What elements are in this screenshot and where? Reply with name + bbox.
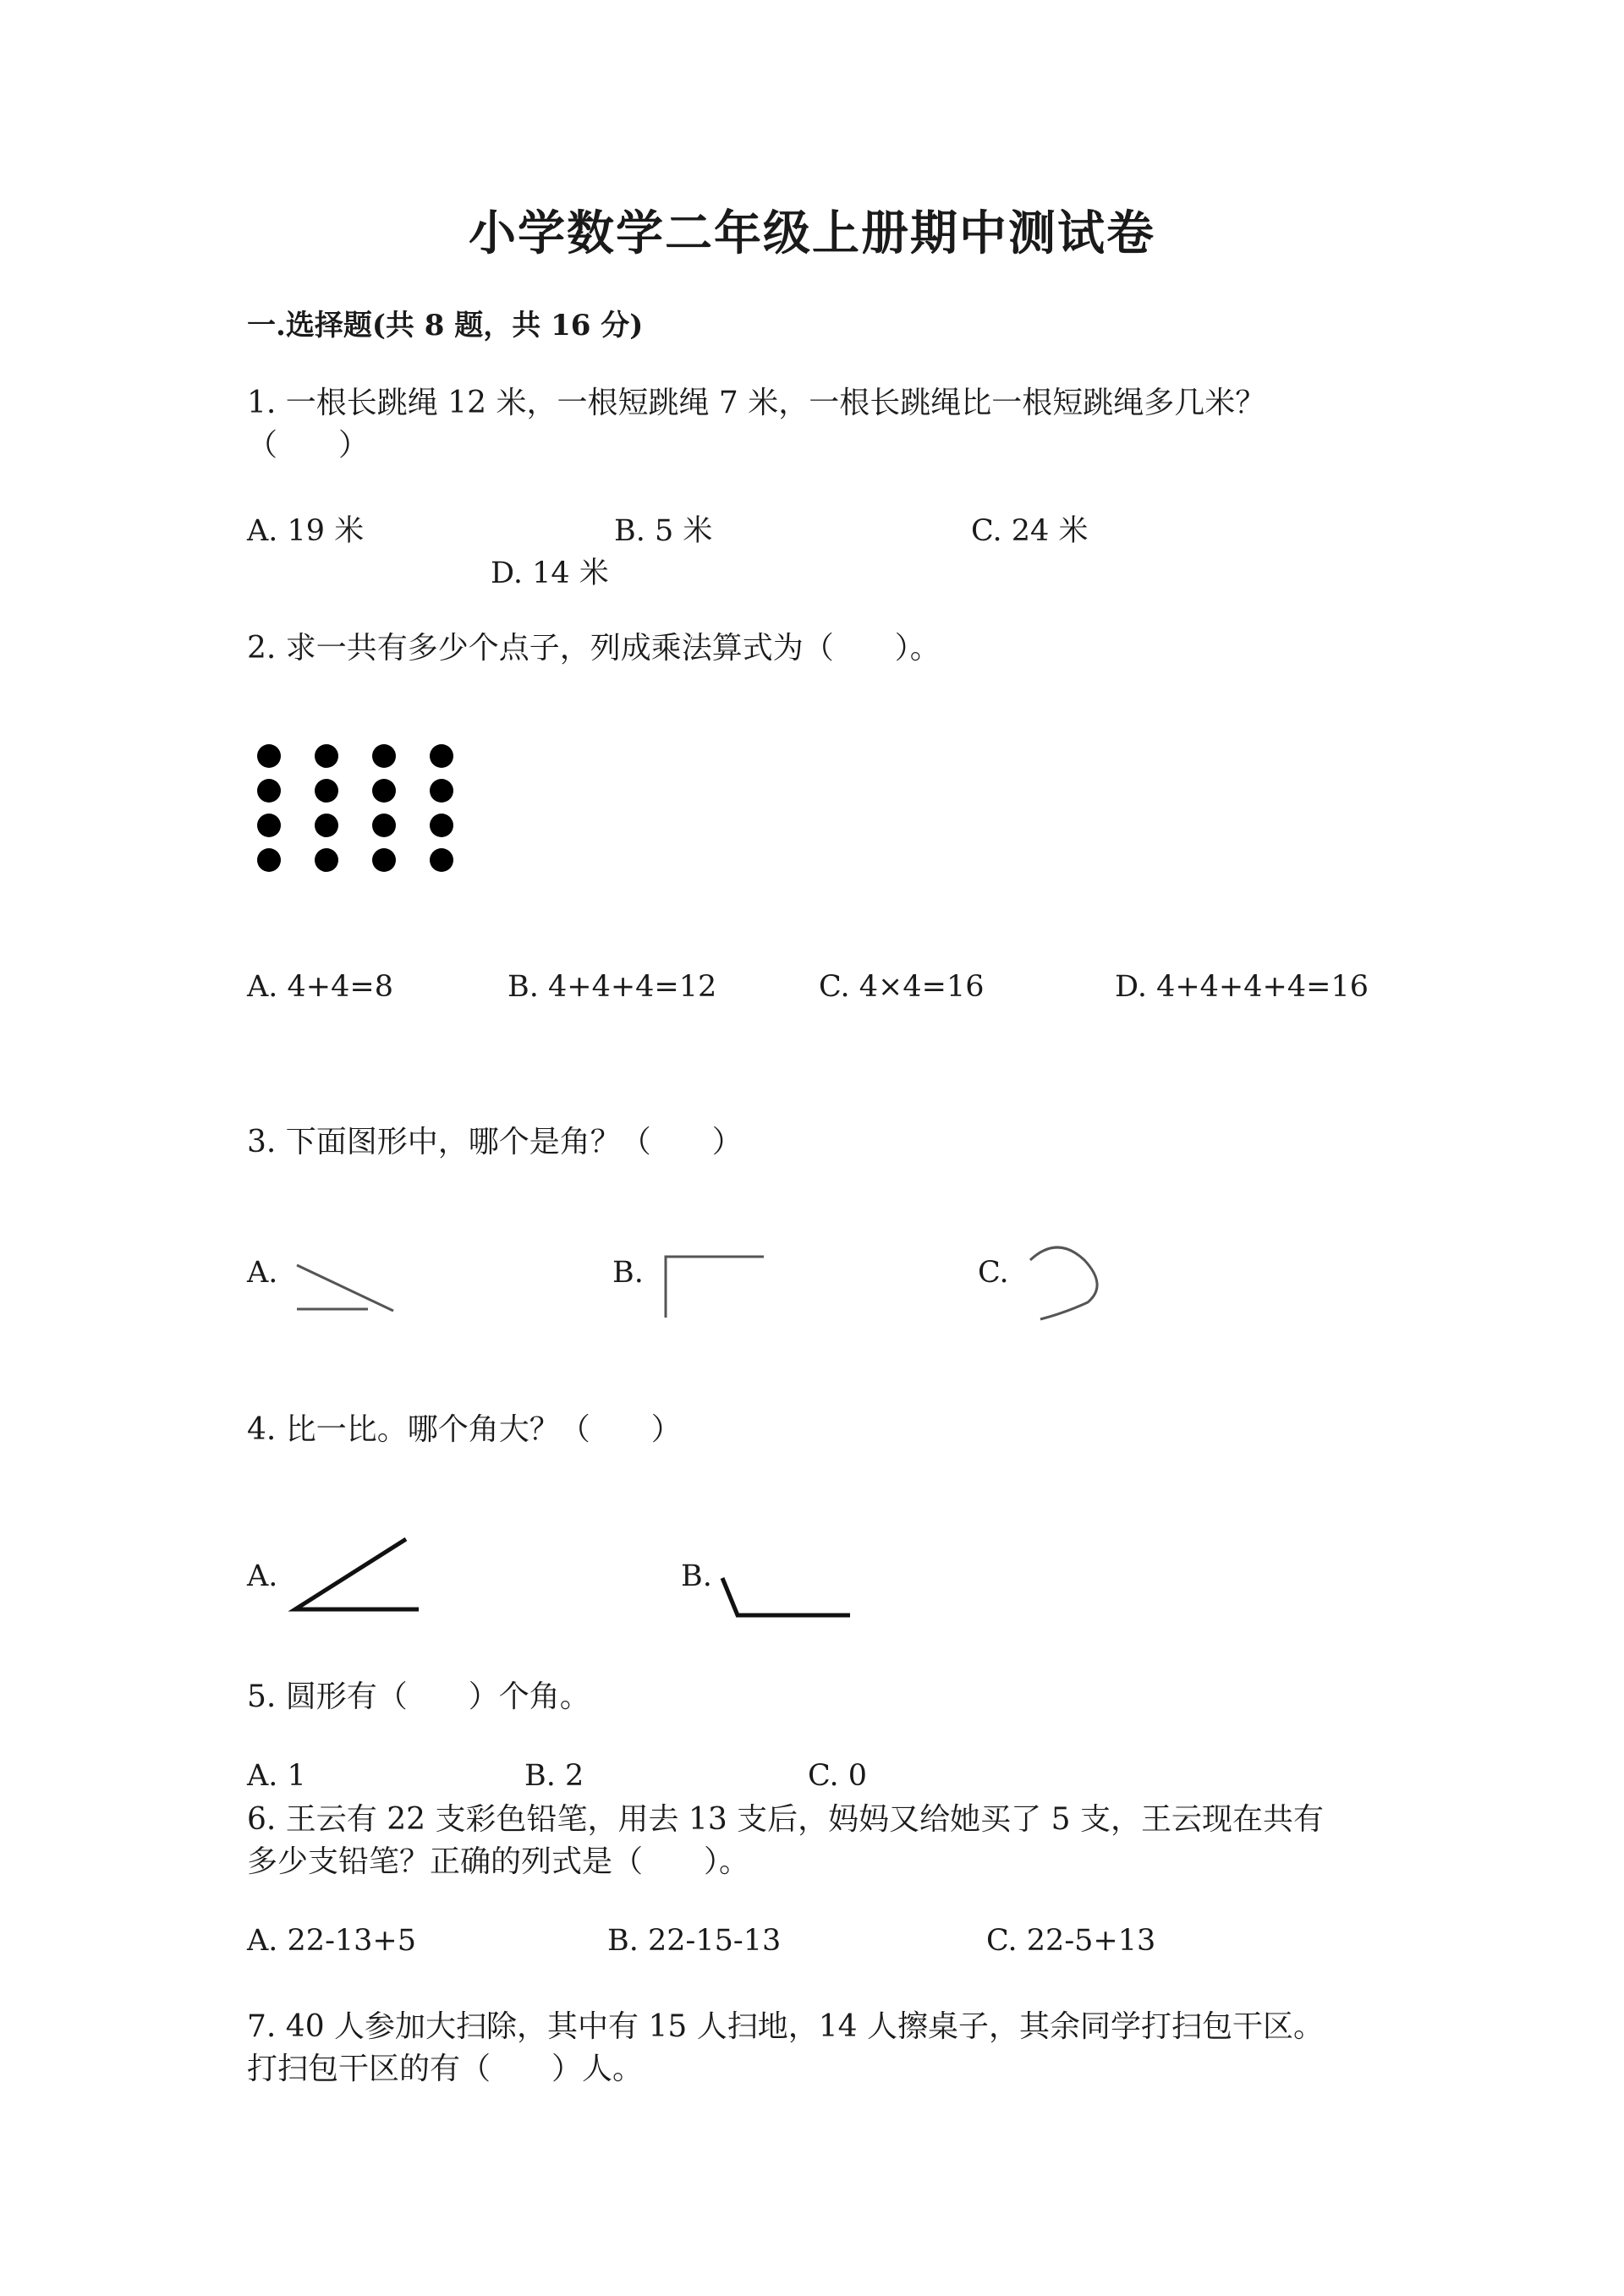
question-4-stem: 4. 比一比。哪个角大？（ ） — [247, 1412, 682, 1447]
question-5-stem: 5. 圆形有（ ）个角。 — [247, 1680, 590, 1714]
q5-option-b[interactable]: B. 2 — [524, 1759, 584, 1793]
question-6-stem: 6. 王云有 22 支彩色铅笔，用去 13 支后，妈妈又给她买了 5 支，王云现在共有 — [247, 1802, 1324, 1837]
q2-option-a[interactable]: A. 4+4=8 — [247, 970, 393, 1004]
q3-option-b[interactable]: B. — [612, 1256, 644, 1290]
q6-option-c[interactable]: C. 22-5+13 — [986, 1924, 1156, 1958]
dot — [372, 744, 396, 768]
dot-grid-figure — [245, 736, 465, 888]
dot — [315, 744, 338, 768]
q3-option-a[interactable]: A. — [247, 1256, 278, 1290]
q2-option-b[interactable]: B. 4+4+4=12 — [508, 970, 717, 1004]
dot — [372, 848, 396, 872]
question-1-stem: 1. 一根长跳绳 12 米，一根短跳绳 7 米，一根长跳绳比一根短跳绳多几米？ — [247, 386, 1266, 420]
q2-option-c[interactable]: C. 4×4=16 — [819, 970, 985, 1004]
dot — [372, 779, 396, 803]
dot — [430, 779, 453, 803]
q1-option-c[interactable]: C. 24 米 — [971, 514, 1089, 548]
dot — [257, 779, 281, 803]
section-heading: 一.选择题(共 8 题，共 16 分) — [247, 309, 644, 342]
q2-option-d[interactable]: D. 4+4+4+4=16 — [1115, 970, 1369, 1004]
dot — [430, 814, 453, 837]
q5-option-a[interactable]: A. 1 — [247, 1759, 306, 1793]
q4-option-a[interactable]: A. — [247, 1559, 278, 1593]
dot — [315, 848, 338, 872]
q3-figure-b-angle — [660, 1252, 770, 1319]
q4-figure-b-angle — [719, 1573, 854, 1624]
question-6-stem-line2: 多少支铅笔？正确的列式是（ ）。 — [247, 1844, 750, 1879]
page-title: 小学数学二年级上册期中测试卷 — [469, 205, 1155, 261]
q5-option-c[interactable]: C. 0 — [808, 1759, 868, 1793]
q4-option-b[interactable]: B. — [681, 1559, 712, 1593]
q1-option-d[interactable]: D. 14 米 — [491, 556, 609, 590]
q6-option-a[interactable]: A. 22-13+5 — [247, 1924, 417, 1958]
dot — [257, 744, 281, 768]
dot — [430, 744, 453, 768]
q6-option-b[interactable]: B. 22-15-13 — [607, 1924, 782, 1958]
dot — [315, 814, 338, 837]
question-2-stem: 2. 求一共有多少个点子，列成乘法算式为（ ）。 — [247, 631, 941, 666]
dot — [372, 814, 396, 837]
question-3-stem: 3. 下面图形中，哪个是角？（ ） — [247, 1125, 743, 1159]
q3-figure-c-curve — [1023, 1235, 1108, 1328]
dot — [430, 848, 453, 872]
q1-option-a[interactable]: A. 19 米 — [247, 514, 365, 548]
dot — [315, 779, 338, 803]
q4-figure-a-angle — [292, 1535, 427, 1615]
q3-figure-a-two-lines — [292, 1260, 402, 1319]
q1-option-b[interactable]: B. 5 米 — [614, 514, 713, 548]
question-7-stem: 7. 40 人参加大扫除，其中有 15 人扫地，14 人擦桌子，其余同学打扫包干区。 — [247, 2009, 1324, 2044]
q3-option-c[interactable]: C. — [978, 1256, 1009, 1290]
dot — [257, 814, 281, 837]
question-7-stem-line2: 打扫包干区的有（ ）人。 — [247, 2052, 644, 2086]
question-1-answer-blank: （ ） — [247, 428, 370, 463]
dot — [257, 848, 281, 872]
